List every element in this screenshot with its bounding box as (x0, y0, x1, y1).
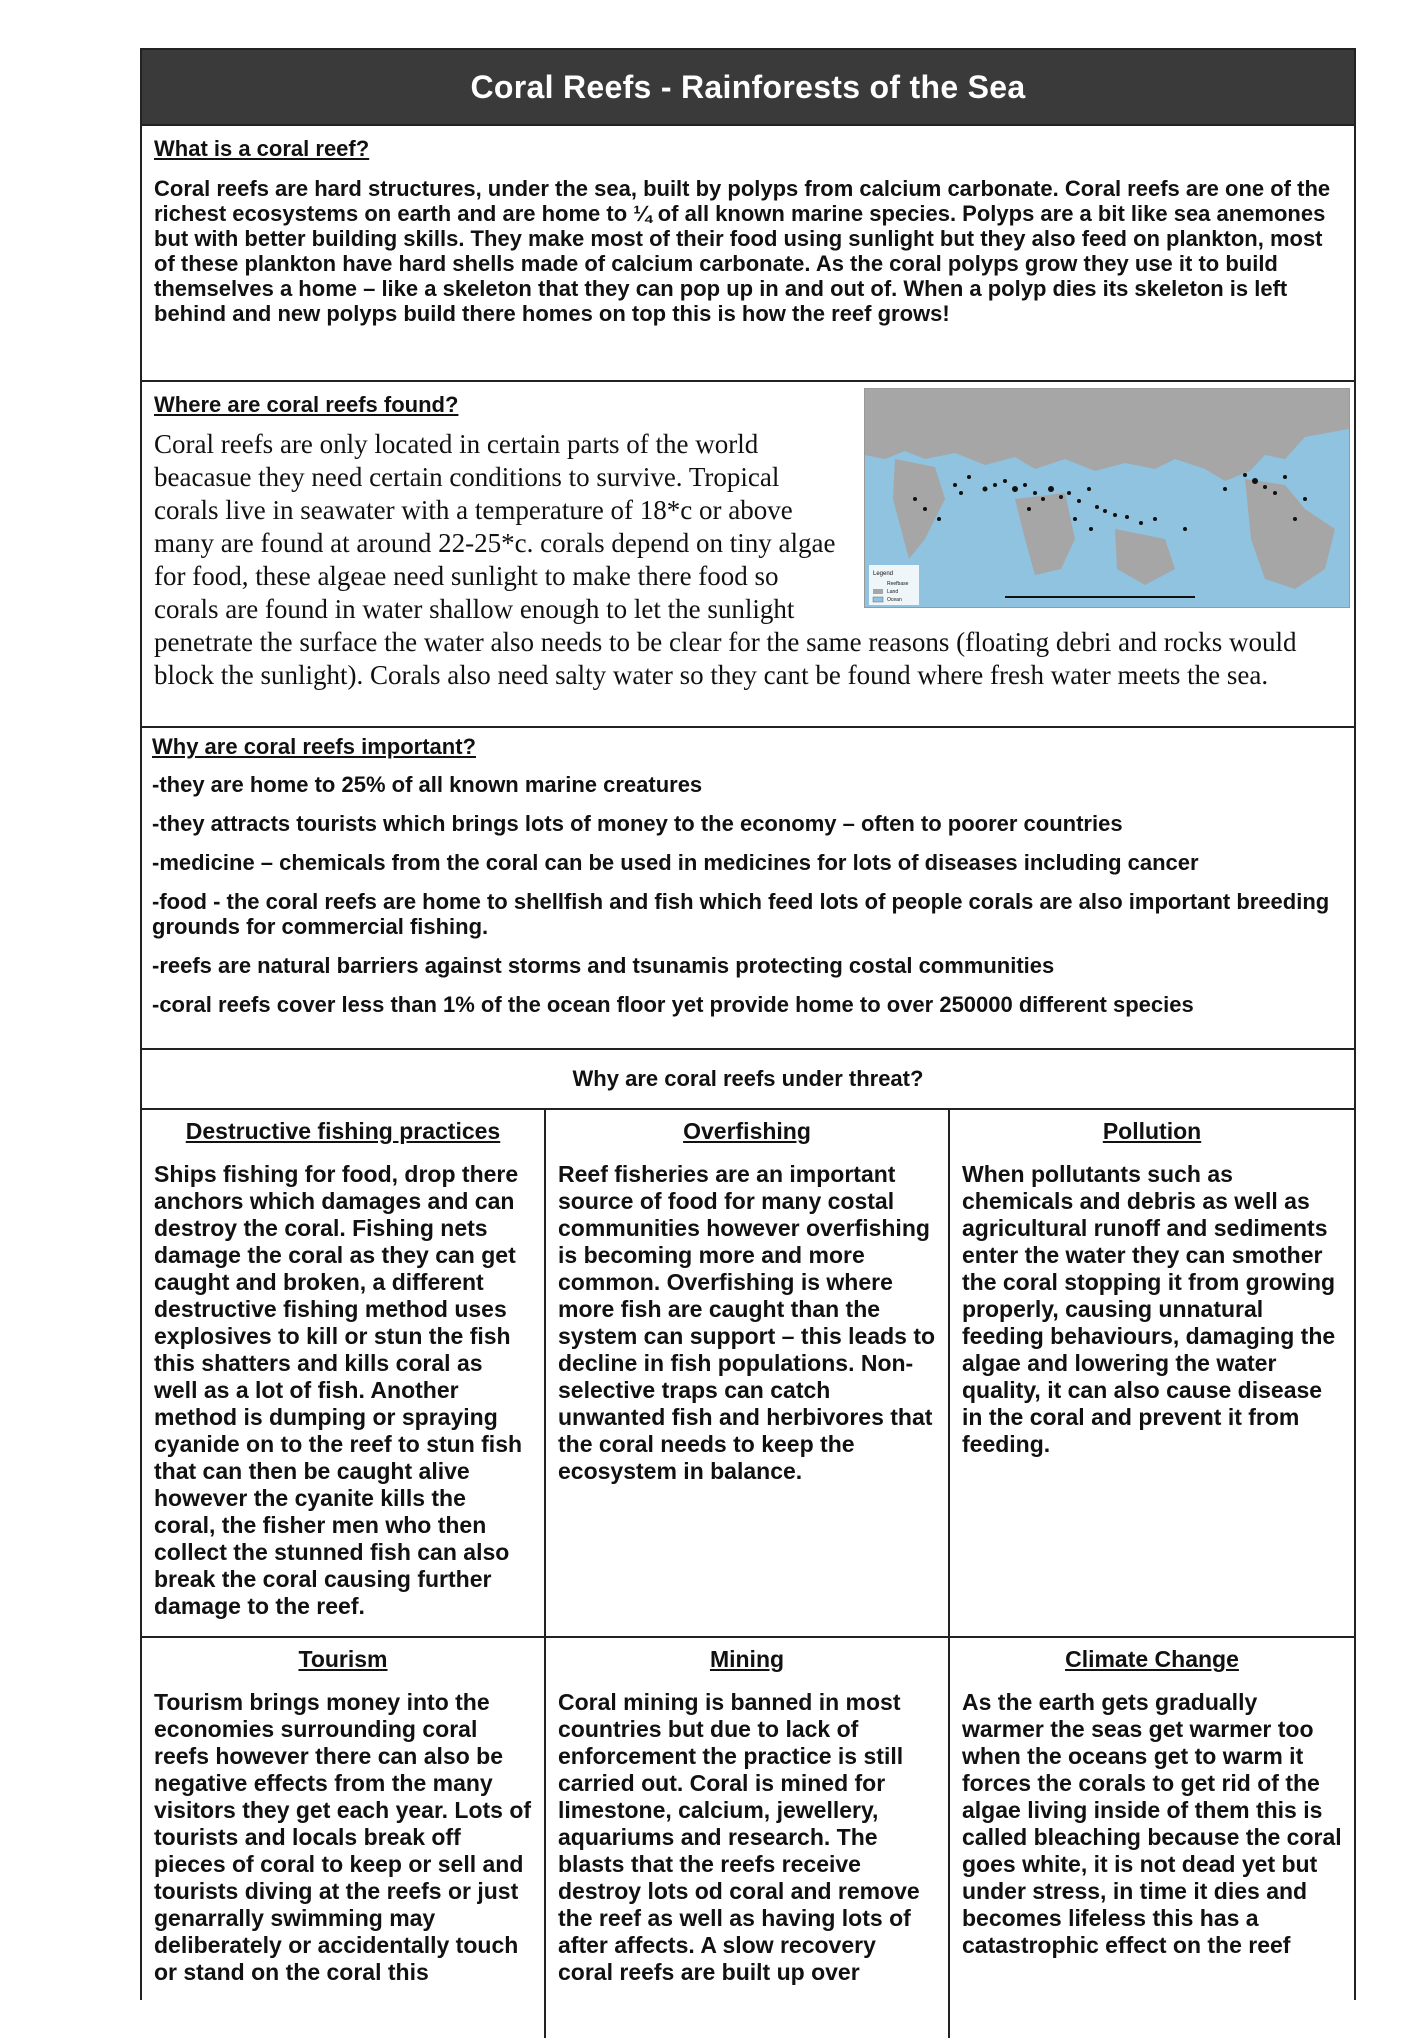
map-legend-item: Land (887, 589, 899, 595)
map-legend-item: Reefbase (887, 581, 909, 587)
bullet-item: -they attracts tourists which brings lots of money to the economy – often to poorer countries (152, 811, 1123, 836)
bullet-item: -medicine – chemicals from the coral can be used in medicines for lots of diseases including cancer (152, 850, 1199, 875)
threat-body: Reef fisheries are an important source of food for many costal communities however overfishing is becoming more and more common. Overfishing is where more fish are caught than the system can support – this leads to decline in fish populations. Non-selective traps can catch unwanted fish and herbivores that the coral needs to keep the ecosystem in balance. (558, 1161, 936, 1484)
threats-heading: Why are coral reefs under threat? (142, 1050, 1354, 1110)
threat-cell-overfishing (546, 1110, 950, 1638)
map-legend-title: Legend (873, 571, 894, 577)
section-heading: What is a coral reef? (154, 136, 370, 161)
section-body: Coral reefs are hard structures, under the sea, built by polyps from calcium carbonate. Coral reefs are one of the richest ecosystems on earth and are home to ¼ of all known marine species. Polyps are a bit like sea anemones but with better building skills. They make most of their food using sunlight but they also feed on plankton, most of these plankton have hard shells made of calcium carbonate. As the coral polyps grow they use it to build themselves a home – like a skeleton that they can pop up in and out of. When a polyp dies its skeleton is left behind and new polyps build there homes on top this is how the reef grows! (154, 176, 1331, 326)
worksheet (140, 48, 1356, 2000)
threats-grid-row-2 (142, 1638, 1354, 2038)
threats-grid-row-1 (142, 1110, 1354, 1638)
bullet-item: -reefs are natural barriers against storms and tsunamis protecting costal communities (152, 953, 1055, 978)
threat-cell-pollution (950, 1110, 1354, 1638)
section-why-important (142, 728, 1354, 1050)
section-heading: Where are coral reefs found? (154, 392, 459, 417)
bullet-item: -coral reefs cover less than 1% of the ocean floor yet provide home to over 250000 different species (152, 992, 1194, 1017)
coral-reef-world-map (864, 388, 1350, 608)
threat-body: Ships fishing for food, drop there anchors which damages and can destroy the coral. Fishing nets damage the coral as they can get caught and broken, a different destructive fishing method uses explosives to kill or stun the fish this shatters and kills coral as well as a lot of fish. Another method is dumping or spraying cyanide on to the reef to stun fish that can then be caught alive however the cyanite kills the coral, the fisher men who then collect the stunned fish can also break the coral causing further damage to the reef. (154, 1161, 523, 1619)
threat-title: Climate Change (1065, 1646, 1239, 1672)
section-where-found (142, 382, 1354, 728)
threat-title: Mining (709, 1646, 785, 1672)
threat-cell-mining (546, 1638, 950, 2038)
threat-cell-destructive-fishing (142, 1110, 546, 1638)
threat-title: Pollution (1102, 1118, 1202, 1144)
threat-cell-climate-change (950, 1638, 1354, 2038)
threat-title: Overfishing (683, 1118, 811, 1144)
page-title: Coral Reefs - Rainforests of the Sea (142, 50, 1354, 126)
threat-cell-tourism (142, 1638, 546, 2038)
threat-body: Tourism brings money into the economies surrounding coral reefs however there can also be negative effects from the many visitors they get each year. Lots of tourists and locals break off pieces of coral to keep or sell and tourists diving at the reefs or just genarrally swimming may deliberately or accidentally touch or stand on the coral this (154, 1689, 532, 1985)
bullet-item: -they are home to 25% of all known marine creatures (152, 772, 703, 797)
world-map-image (865, 389, 1349, 607)
map-legend-item: Ocean (887, 597, 902, 603)
threat-title: Destructive fishing practices (185, 1118, 501, 1144)
threat-title: Tourism (298, 1646, 388, 1672)
threat-body: As the earth gets gradually warmer the seas get warmer too when the oceans get to warm it forces the corals to get rid of the algae living inside of them this is called bleaching because the coral goes white, it is not dead yet but under stress, in time it dies and becomes lifeless this has a catastrophic effect on the reef (962, 1689, 1342, 1958)
section-what-is-coral-reef (142, 126, 1354, 382)
section-heading: Why are coral reefs important? (152, 734, 476, 759)
where-body-text: Coral reefs are only located in certain parts of the world beacasue they need certain conditions to survive. Tropical corals live in seawater with a temperature of 18*c or above many are found at around 22-25*c. corals depend on tiny algae for food, these algeae need sunlight to make there food so corals are found in water shallow enough to let the sunlight penetrate the surface the water also needs to be clear for the same reasons (floating debri and rocks would block the sunlight). Corals also need salty water so they cant be found where fresh water meets the sea. (154, 429, 1297, 690)
bullet-item: -food - the coral reefs are home to shellfish and fish which feed lots of people corals are also important breeding grounds for commercial fishing. (152, 889, 1330, 939)
threat-body: Coral mining is banned in most countries but due to lack of enforcement the practice is still carried out. Coral is mined for limestone, calcium, jewellery, aquariums and research. The blasts that the reefs receive destroy lots od coral and remove the reef as well as having lots of after affects. A slow recovery coral reefs are built up over (558, 1689, 920, 1985)
threat-body: When pollutants such as chemicals and debris as well as agricultural runoff and sediments enter the water they can smother the coral stopping it from growing properly, causing unnatural feeding behaviours, damaging the algae and lowering the water quality, it can also cause disease in the coral and prevent it from feeding. (962, 1161, 1336, 1457)
